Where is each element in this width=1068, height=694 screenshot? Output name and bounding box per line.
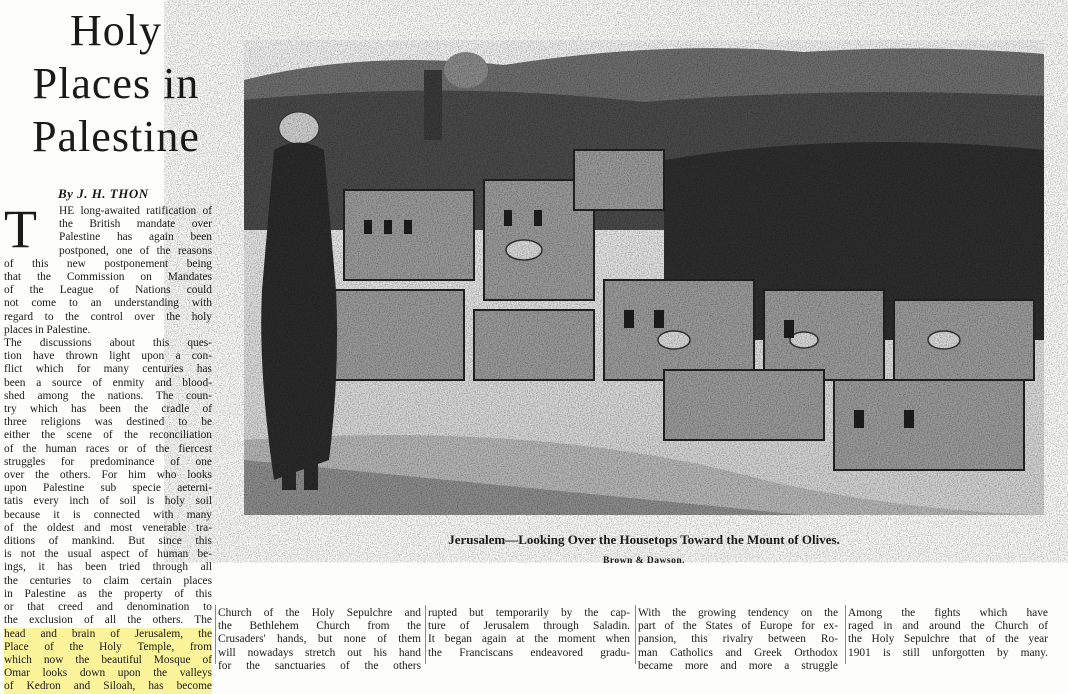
article-line: of Kedron and Siloah, has become	[4, 680, 212, 693]
article-line: either the scene of the reconciliation	[4, 429, 212, 442]
article-line: It began again at the moment when	[428, 633, 630, 646]
article-column-5	[848, 607, 1048, 664]
article-line: Church of the Holy Sepulchre and	[218, 607, 421, 619]
column-rule	[425, 605, 426, 664]
article-column-3	[428, 607, 630, 664]
article-line: head and brain of Jerusalem, the	[4, 627, 212, 640]
column-rule	[215, 605, 216, 664]
article-line: the British mandate over	[59, 218, 212, 231]
article-line: of the League of Nations could	[4, 284, 212, 297]
photo-credit: Brown & Dawson.	[602, 556, 685, 566]
jerusalem-photo	[244, 40, 1044, 515]
article-column-4	[638, 607, 838, 672]
drop-cap: T	[4, 199, 37, 259]
article-line: been a source of enmity and blood-	[4, 376, 212, 389]
article-line: of the oldest and most venerable tra-	[4, 521, 212, 534]
article-line: in Palestine as the property of this	[4, 587, 212, 600]
article-line: HE long-awaited ratification of	[59, 205, 212, 217]
article-line: Omar looks down upon the valleys	[4, 667, 212, 680]
article-line: three religions was destined to be	[4, 416, 212, 429]
article-line: regard to the control over the holy	[4, 310, 212, 323]
article-column-2	[218, 607, 421, 672]
main-article-column	[4, 205, 212, 693]
article-line: or that creed and denomination to	[4, 601, 212, 614]
article-line: ings, it has been tried through all	[4, 561, 212, 574]
article-line: which now the beautiful Mosque of	[4, 653, 212, 666]
article-line: man Catholics and Greek Orthodox	[638, 646, 838, 659]
article-line: try which has been the cradle of	[4, 403, 212, 416]
article-line: that the Commission on Mandates	[4, 271, 212, 284]
article-line: will nowadays stretch out his hand	[218, 646, 421, 659]
headline-line: Palestine	[32, 112, 200, 161]
article-line: pansion, this rivalry between Ro-	[638, 633, 838, 646]
article-line: 1901 is still unforgotten by many.	[848, 646, 1048, 659]
article-line: tion have thrown light upon a con-	[4, 350, 212, 363]
column-rule	[845, 605, 846, 664]
article-line: for the sanctuaries of the others	[218, 659, 421, 672]
headline	[0, 4, 232, 163]
article-line: tatis every inch of soil is holy soil	[4, 495, 212, 508]
article-line: the exclusion of all the others. The	[4, 614, 212, 627]
headline-line: Places in	[32, 59, 200, 108]
photo-image	[244, 40, 1044, 515]
article-line: With the growing tendency on the	[638, 607, 838, 619]
article-line: Among the fights which have	[848, 607, 1048, 619]
article-line: ditions of mankind. But since this	[4, 535, 212, 548]
article-line: over the others. For him who looks	[4, 469, 212, 482]
article-line: rupted but temporarily by the cap-	[428, 607, 630, 619]
article-line: Place of the Holy Temple, from	[4, 640, 212, 653]
article-line: places in Palestine.	[4, 323, 91, 336]
article-line: because it is connected with many	[4, 508, 212, 521]
article-line: flict which for many centuries has	[4, 363, 212, 376]
article-line: The discussions about this ques-	[4, 337, 212, 350]
article-line: the Franciscans endeavored gradu-	[428, 646, 630, 659]
article-line: upon Palestine sub specie aeterni-	[4, 482, 212, 495]
column-rule	[635, 605, 636, 664]
article-line: the Bethlehem Church from the	[218, 620, 421, 633]
article-line: struggles for predominance of one	[4, 455, 212, 468]
byline: By J. H. THON	[58, 186, 149, 201]
article-line: of the human races or of the fiercest	[4, 442, 212, 455]
article-line: Palestine has again been	[59, 231, 212, 244]
headline-line: Holy	[70, 6, 162, 55]
article-line: shed among the nations. The coun-	[4, 389, 212, 402]
article-line: part of the States of Europe for ex-	[638, 620, 838, 633]
article-line: became more and more a struggle	[638, 659, 838, 672]
article-line: ture of Jerusalem through Saladin.	[428, 620, 630, 633]
article-line: Crusaders' hands, but none of them	[218, 633, 421, 646]
article-line: postponed, one of the reasons	[59, 244, 212, 257]
article-line: not come to an understanding with	[4, 297, 212, 310]
article-line: the centuries to claim certain places	[4, 574, 212, 587]
article-line: of this new postponement being	[4, 257, 212, 270]
article-line: raged in and around the Church of	[848, 620, 1048, 633]
photo-caption: Jerusalem—Looking Over the Housetops Toward the Mount of Olives.	[448, 532, 840, 547]
article-line: is not the usual aspect of human be-	[4, 548, 212, 561]
article-line: the Holy Sepulchre that of the year	[848, 633, 1048, 646]
